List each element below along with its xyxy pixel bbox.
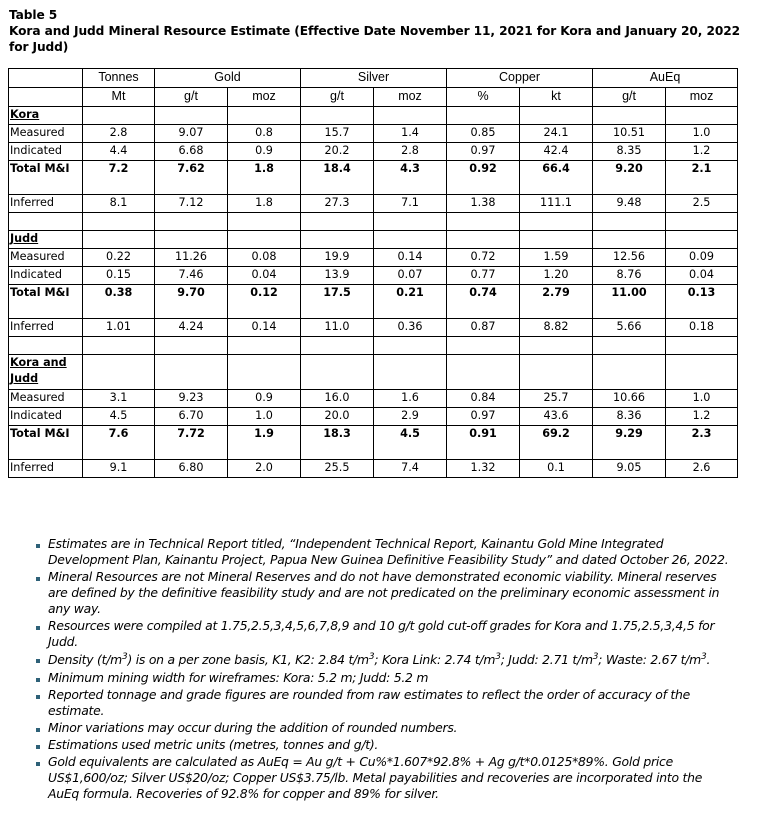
value-cell: 1.2 (666, 143, 738, 161)
footnote-item (36, 651, 736, 669)
value-cell: 25.5 (301, 460, 374, 478)
table-row (9, 460, 738, 478)
bullet-icon (36, 745, 40, 749)
unit-header-row (9, 88, 738, 107)
value-cell: 2.6 (666, 460, 738, 478)
empty-cell (520, 231, 593, 249)
value-cell: 0.74 (447, 285, 520, 319)
value-cell: 6.68 (155, 143, 228, 161)
value-cell: 7.6 (83, 426, 155, 460)
value-cell: 20.0 (301, 408, 374, 426)
value-cell: 0.97 (447, 408, 520, 426)
section-header-row (9, 107, 738, 125)
value-cell: 7.2 (83, 161, 155, 195)
footnote-text: ; Waste: 2.67 t/m (598, 652, 701, 667)
footnotes-list (36, 536, 736, 803)
footnote-item (36, 569, 736, 617)
table-row (9, 267, 738, 285)
unit-header: g/t (301, 88, 374, 107)
value-cell: 2.79 (520, 285, 593, 319)
value-cell: 19.9 (301, 249, 374, 267)
empty-cell (9, 337, 83, 355)
superscript: 3 (121, 652, 128, 662)
row-label: Inferred (9, 319, 83, 337)
footnote-text: . (706, 652, 711, 667)
value-cell: 3.1 (83, 390, 155, 408)
value-cell: 111.1 (520, 195, 593, 213)
table-row (9, 390, 738, 408)
value-cell: 7.46 (155, 267, 228, 285)
value-cell: 27.3 (301, 195, 374, 213)
bullet-icon (36, 659, 40, 663)
value-cell: 2.0 (228, 460, 301, 478)
empty-cell (374, 107, 447, 125)
empty-cell (228, 355, 301, 390)
empty-cell (301, 231, 374, 249)
value-cell: 25.7 (520, 390, 593, 408)
table-row (9, 249, 738, 267)
bullet-icon (36, 728, 40, 732)
value-cell: 1.2 (666, 408, 738, 426)
footnote-item (36, 536, 736, 568)
value-cell: 0.91 (447, 426, 520, 460)
bullet-icon (36, 762, 40, 766)
empty-cell (155, 231, 228, 249)
empty-cell (593, 231, 666, 249)
value-cell: 17.5 (301, 285, 374, 319)
value-cell: 4.5 (374, 426, 447, 460)
value-cell: 2.9 (374, 408, 447, 426)
unit-header: moz (666, 88, 738, 107)
value-cell: 10.66 (593, 390, 666, 408)
unit-header: Mt (83, 88, 155, 107)
superscript: 3 (701, 652, 707, 662)
value-cell: 1.01 (83, 319, 155, 337)
footnote-item (36, 720, 736, 736)
value-cell: 18.4 (301, 161, 374, 195)
value-cell: 0.1 (520, 460, 593, 478)
empty-cell (374, 355, 447, 390)
unit-header (9, 88, 83, 107)
bullet-icon (36, 577, 40, 581)
value-cell: 5.66 (593, 319, 666, 337)
unit-header: g/t (593, 88, 666, 107)
row-label: Total M&I (9, 426, 83, 460)
value-cell: 0.84 (447, 390, 520, 408)
unit-header: moz (374, 88, 447, 107)
table-row (9, 161, 738, 195)
empty-cell (83, 355, 155, 390)
value-cell: 0.14 (228, 319, 301, 337)
value-cell: 0.04 (666, 267, 738, 285)
header-cell (9, 69, 83, 88)
spacer-row (9, 213, 738, 231)
row-label: Inferred (9, 195, 83, 213)
header-tonnes: Tonnes (83, 69, 155, 88)
value-cell: 66.4 (520, 161, 593, 195)
empty-cell (228, 337, 301, 355)
unit-header: kt (520, 88, 593, 107)
value-cell: 2.1 (666, 161, 738, 195)
value-cell: 0.21 (374, 285, 447, 319)
value-cell: 0.9 (228, 143, 301, 161)
value-cell: 0.07 (374, 267, 447, 285)
footnote-text: Density (t/m (48, 652, 122, 667)
empty-cell (447, 355, 520, 390)
table-row (9, 125, 738, 143)
bullet-icon (36, 544, 40, 548)
value-cell: 9.70 (155, 285, 228, 319)
empty-cell (155, 337, 228, 355)
value-cell: 16.0 (301, 390, 374, 408)
header-copper: Copper (447, 69, 593, 88)
value-cell: 0.92 (447, 161, 520, 195)
table-row (9, 426, 738, 460)
value-cell: 0.77 (447, 267, 520, 285)
empty-cell (374, 337, 447, 355)
header-gold: Gold (155, 69, 301, 88)
empty-cell (374, 213, 447, 231)
value-cell: 9.1 (83, 460, 155, 478)
table-row (9, 195, 738, 213)
value-cell: 0.22 (83, 249, 155, 267)
superscript: 3 (368, 652, 375, 662)
value-cell: 10.51 (593, 125, 666, 143)
value-cell: 2.8 (83, 125, 155, 143)
row-label: Indicated (9, 408, 83, 426)
footnote-item (36, 754, 736, 802)
empty-cell (593, 213, 666, 231)
row-label: Indicated (9, 267, 83, 285)
value-cell: 6.70 (155, 408, 228, 426)
footnote-text: Estimations used metric units (metres, tonnes and g/t). (48, 737, 379, 752)
footnote-text: Estimates are in Technical Report titled, “Independent Technical Report, Kainantu Gold Mine Integrated Development Plan, Kainantu Project, Papua New Guinea Definitive Feasibility Study” and dated October 26, 2022. (48, 536, 729, 567)
value-cell: 7.12 (155, 195, 228, 213)
value-cell: 0.13 (666, 285, 738, 319)
value-cell: 11.00 (593, 285, 666, 319)
superscript: 3 (495, 652, 501, 662)
footnote-text: Gold equivalents are calculated as AuEq = Au g/t + Cu%*1.607*92.8% + Ag g/t*0.0125*89%. Gold price US$1,600/oz; Silver US$20/oz; Copper US$3.75/lb. Metal payabilities and recoveries are incorporated into the AuEq formula. Recoveries of 92.8% for copper and 89% for silver. (48, 754, 703, 801)
empty-cell (520, 213, 593, 231)
empty-cell (83, 107, 155, 125)
row-label: Indicated (9, 143, 83, 161)
value-cell: 7.4 (374, 460, 447, 478)
empty-cell (228, 231, 301, 249)
bullet-icon (36, 695, 40, 699)
value-cell: 1.0 (666, 125, 738, 143)
empty-cell (447, 213, 520, 231)
value-cell: 9.07 (155, 125, 228, 143)
bullet-icon (36, 678, 40, 682)
empty-cell (666, 337, 738, 355)
value-cell: 1.4 (374, 125, 447, 143)
footnote-item (36, 670, 736, 686)
value-cell: 7.62 (155, 161, 228, 195)
spacer-row (9, 337, 738, 355)
footnote-text: Reported tonnage and grade figures are rounded from raw estimates to reflect the order of accuracy of the estimate. (48, 687, 691, 718)
unit-header: % (447, 88, 520, 107)
value-cell: 4.24 (155, 319, 228, 337)
value-cell: 0.72 (447, 249, 520, 267)
value-cell: 9.05 (593, 460, 666, 478)
section-label: Kora and Judd (9, 355, 83, 390)
section-header-row (9, 355, 738, 390)
empty-cell (301, 355, 374, 390)
footnote-text: Resources were compiled at 1.75,2.5,3,4,5,6,7,8,9 and 10 g/t gold cut-off grades for Kora and 1.75,2.5,3,4,5 for Judd. (48, 618, 715, 649)
footnote-text: Minimum mining width for wireframes: Kora: 5.2 m; Judd: 5.2 m (48, 670, 429, 685)
value-cell: 0.04 (228, 267, 301, 285)
empty-cell (155, 355, 228, 390)
footnote-item (36, 687, 736, 719)
footnote-text: ; Kora Link: 2.74 t/m (374, 652, 496, 667)
value-cell: 0.87 (447, 319, 520, 337)
value-cell: 4.4 (83, 143, 155, 161)
value-cell: 2.5 (666, 195, 738, 213)
row-label: Measured (9, 390, 83, 408)
unit-header: g/t (155, 88, 228, 107)
table-row (9, 408, 738, 426)
empty-cell (83, 213, 155, 231)
table-row (9, 319, 738, 337)
value-cell: 9.20 (593, 161, 666, 195)
empty-cell (520, 355, 593, 390)
empty-cell (155, 107, 228, 125)
value-cell: 0.38 (83, 285, 155, 319)
value-cell: 9.23 (155, 390, 228, 408)
value-cell: 4.3 (374, 161, 447, 195)
empty-cell (447, 107, 520, 125)
value-cell: 24.1 (520, 125, 593, 143)
empty-cell (228, 107, 301, 125)
row-label: Total M&I (9, 285, 83, 319)
footnote-item (36, 618, 736, 650)
value-cell: 1.0 (666, 390, 738, 408)
value-cell: 43.6 (520, 408, 593, 426)
value-cell: 1.20 (520, 267, 593, 285)
value-cell: 9.29 (593, 426, 666, 460)
empty-cell (301, 337, 374, 355)
value-cell: 13.9 (301, 267, 374, 285)
value-cell: 0.8 (228, 125, 301, 143)
empty-cell (666, 107, 738, 125)
value-cell: 42.4 (520, 143, 593, 161)
empty-cell (83, 337, 155, 355)
footnote-item (36, 737, 736, 753)
footnote-text: Mineral Resources are not Mineral Reserves and do not have demonstrated economic viability. Mineral reserves are defined by the definitive feasibility study and are not predicated on the preliminary economic assessment in any way. (48, 569, 720, 616)
section-label: Judd (9, 231, 83, 249)
section-label: Kora (9, 107, 83, 125)
value-cell: 7.72 (155, 426, 228, 460)
empty-cell (374, 231, 447, 249)
superscript: 3 (592, 652, 599, 662)
empty-cell (301, 213, 374, 231)
empty-cell (83, 231, 155, 249)
value-cell: 0.09 (666, 249, 738, 267)
value-cell: 1.8 (228, 195, 301, 213)
value-cell: 18.3 (301, 426, 374, 460)
bullet-icon (36, 626, 40, 630)
header-aueq: AuEq (593, 69, 738, 88)
row-label: Measured (9, 249, 83, 267)
value-cell: 0.08 (228, 249, 301, 267)
empty-cell (593, 355, 666, 390)
value-cell: 12.56 (593, 249, 666, 267)
value-cell: 2.3 (666, 426, 738, 460)
table-number: Table 5 (9, 8, 58, 22)
value-cell: 11.0 (301, 319, 374, 337)
row-label: Inferred (9, 460, 83, 478)
table-caption: Kora and Judd Mineral Resource Estimate (Effective Date November 11, 2021 for Kora and January 20, 2022 for Judd) (9, 24, 741, 54)
empty-cell (155, 213, 228, 231)
value-cell: 0.85 (447, 125, 520, 143)
footnote-text: ; Judd: 2.71 t/m (500, 652, 593, 667)
value-cell: 11.26 (155, 249, 228, 267)
value-cell: 15.7 (301, 125, 374, 143)
value-cell: 1.38 (447, 195, 520, 213)
value-cell: 0.9 (228, 390, 301, 408)
empty-cell (666, 213, 738, 231)
value-cell: 0.18 (666, 319, 738, 337)
unit-header: moz (228, 88, 301, 107)
value-cell: 1.6 (374, 390, 447, 408)
row-label: Total M&I (9, 161, 83, 195)
value-cell: 1.59 (520, 249, 593, 267)
section-header-row (9, 231, 738, 249)
empty-cell (9, 213, 83, 231)
value-cell: 6.80 (155, 460, 228, 478)
value-cell: 8.36 (593, 408, 666, 426)
footnote-text: Minor variations may occur during the addition of rounded numbers. (48, 720, 458, 735)
value-cell: 69.2 (520, 426, 593, 460)
value-cell: 0.15 (83, 267, 155, 285)
empty-cell (666, 355, 738, 390)
footnote-text: ) is on a per zone basis, K1, K2: 2.84 t/m (127, 652, 369, 667)
empty-cell (520, 107, 593, 125)
value-cell: 7.1 (374, 195, 447, 213)
value-cell: 8.35 (593, 143, 666, 161)
table-row (9, 285, 738, 319)
empty-cell (593, 107, 666, 125)
empty-cell (447, 231, 520, 249)
value-cell: 0.97 (447, 143, 520, 161)
table-row (9, 143, 738, 161)
empty-cell (520, 337, 593, 355)
value-cell: 0.36 (374, 319, 447, 337)
value-cell: 1.32 (447, 460, 520, 478)
value-cell: 1.0 (228, 408, 301, 426)
row-label: Measured (9, 125, 83, 143)
value-cell: 1.8 (228, 161, 301, 195)
empty-cell (301, 107, 374, 125)
empty-cell (593, 337, 666, 355)
header-silver: Silver (301, 69, 447, 88)
value-cell: 0.14 (374, 249, 447, 267)
empty-cell (228, 213, 301, 231)
value-cell: 8.82 (520, 319, 593, 337)
group-header-row (9, 69, 738, 88)
mineral-resource-table (8, 68, 738, 478)
value-cell: 8.1 (83, 195, 155, 213)
empty-cell (666, 231, 738, 249)
table-title (9, 7, 749, 55)
empty-cell (447, 337, 520, 355)
value-cell: 20.2 (301, 143, 374, 161)
value-cell: 2.8 (374, 143, 447, 161)
value-cell: 0.12 (228, 285, 301, 319)
value-cell: 4.5 (83, 408, 155, 426)
value-cell: 9.48 (593, 195, 666, 213)
value-cell: 8.76 (593, 267, 666, 285)
value-cell: 1.9 (228, 426, 301, 460)
